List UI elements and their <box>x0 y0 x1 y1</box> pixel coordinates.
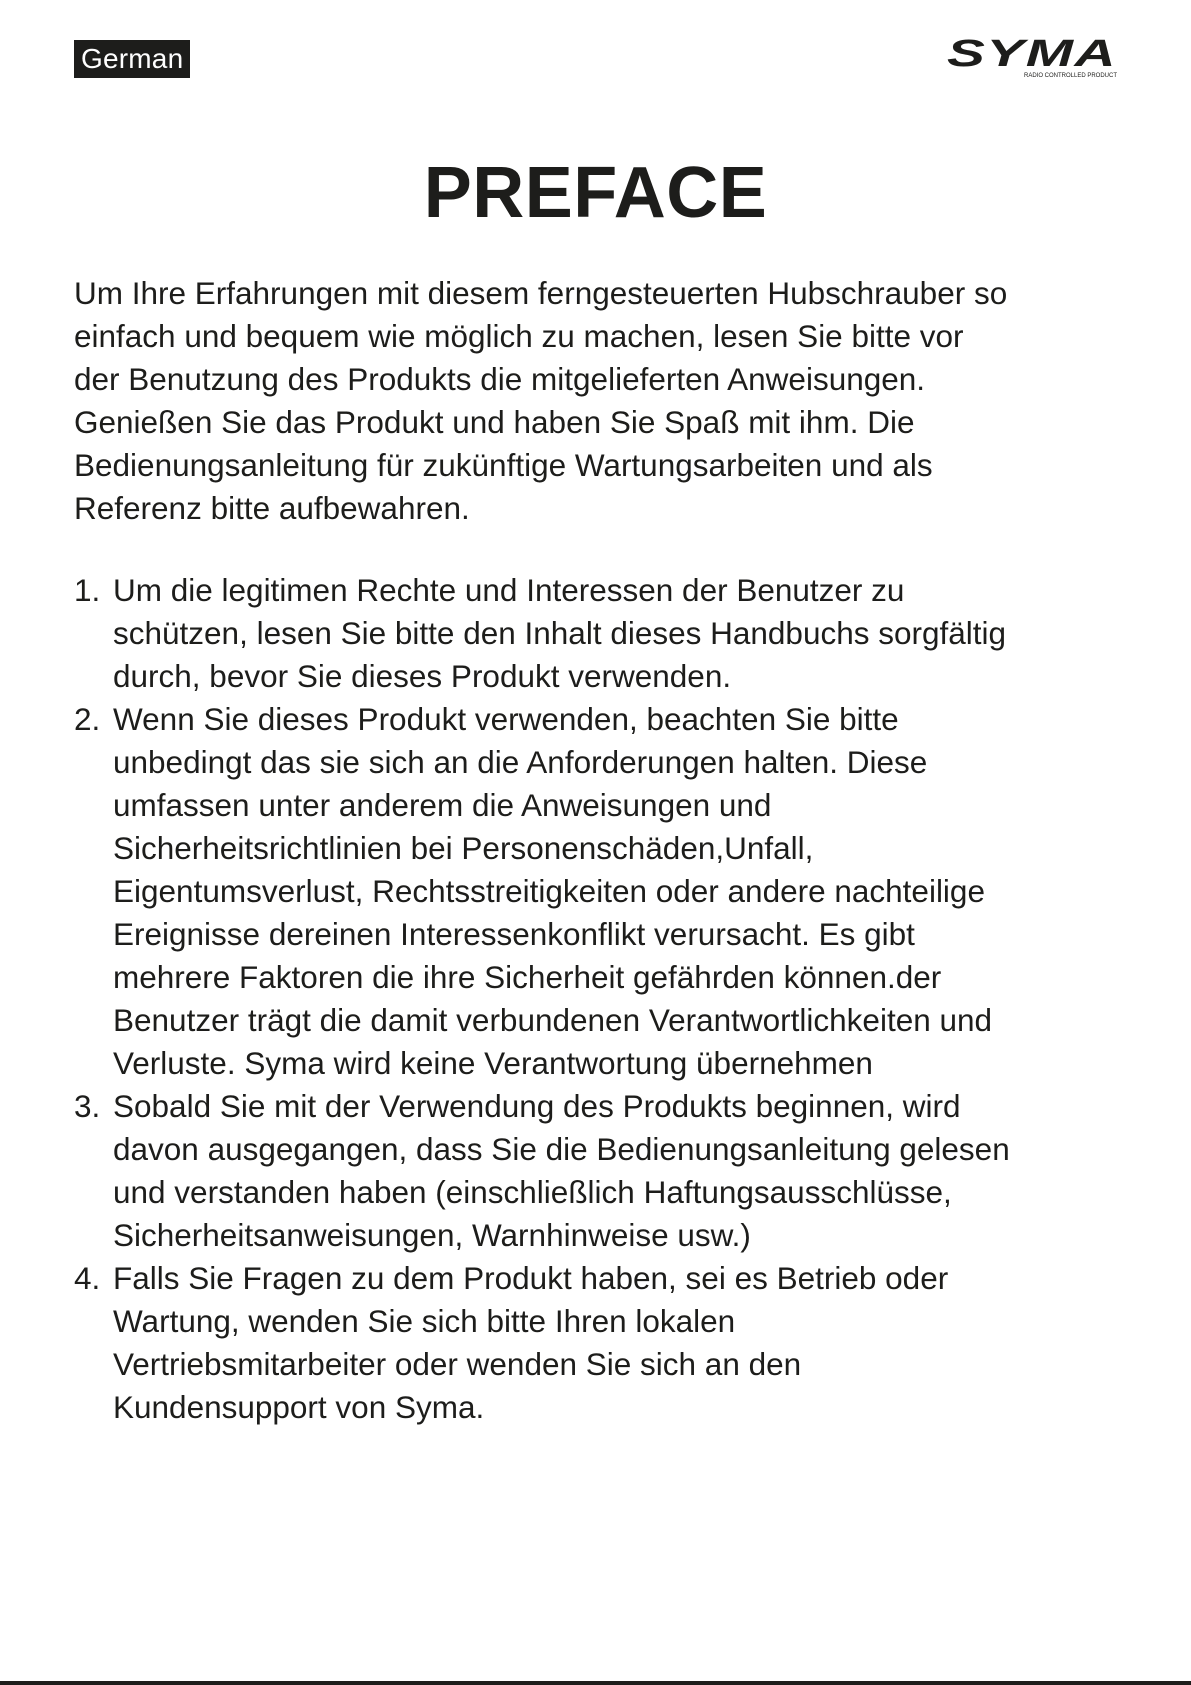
language-label: German <box>74 40 190 78</box>
item-line: durch, bevor Sie dieses Produkt verwenden. <box>113 658 732 694</box>
item-line: unbedingt das sie sich an die Anforderungen halten. Diese <box>113 744 928 780</box>
item-line: Benutzer trägt die damit verbundenen Verantwortlichkeiten und <box>113 1002 993 1038</box>
list-item <box>74 1257 1134 1429</box>
brand-tagline: RADIO CONTROLLED PRODUCT <box>1023 73 1117 79</box>
instructions-list <box>74 569 1134 1429</box>
item-number: 1. <box>74 572 101 608</box>
list-item <box>74 1085 1134 1257</box>
intro-line: einfach und bequem wie möglich zu machen, lesen Sie bitte vor <box>74 318 964 354</box>
bottom-rule <box>0 1681 1191 1685</box>
item-line: davon ausgegangen, dass Sie die Bedienungsanleitung gelesen <box>113 1131 1010 1167</box>
item-line: Falls Sie Fragen zu dem Produkt haben, sei es Betrieb oder <box>113 1260 949 1296</box>
list-item <box>74 698 1134 1085</box>
list-item <box>74 569 1134 698</box>
item-line: Sobald Sie mit der Verwendung des Produkts beginnen, wird <box>113 1088 961 1124</box>
item-line: Verluste. Syma wird keine Verantwortung übernehmen <box>113 1045 873 1081</box>
item-line: Sicherheitsrichtlinien bei Personenschäden,Unfall, <box>113 830 814 866</box>
syma-logo <box>946 38 1118 80</box>
item-number: 4. <box>74 1260 101 1296</box>
intro-line: der Benutzung des Produkts die mitgelieferten Anweisungen. <box>74 361 926 397</box>
item-line: Kundensupport von Syma. <box>113 1389 485 1425</box>
item-number: 3. <box>74 1088 101 1124</box>
item-line: Wenn Sie dieses Produkt verwenden, beachten Sie bitte <box>113 701 899 737</box>
item-line: Sicherheitsanweisungen, Warnhinweise usw.) <box>113 1217 751 1253</box>
item-line: schützen, lesen Sie bitte den Inhalt dieses Handbuchs sorgfältig <box>113 615 1007 651</box>
item-line: umfassen unter anderem die Anweisungen und <box>113 787 772 823</box>
intro-line: Genießen Sie das Produkt und haben Sie Spaß mit ihm. Die <box>74 404 915 440</box>
item-line: Eigentumsverlust, Rechtsstreitigkeiten oder andere nachteilige <box>113 873 985 909</box>
intro-line: Bedienungsanleitung für zukünftige Wartungsarbeiten und als <box>74 447 933 483</box>
item-line: mehrere Faktoren die ihre Sicherheit gefährden können.der <box>113 959 942 995</box>
item-number: 2. <box>74 701 101 737</box>
brand-name: SYMA <box>947 38 1117 75</box>
item-line: Wartung, wenden Sie sich bitte Ihren lokalen <box>113 1303 736 1339</box>
intro-line: Referenz bitte aufbewahren. <box>74 490 470 526</box>
item-line: Vertriebsmitarbeiter oder wenden Sie sich an den <box>113 1346 802 1382</box>
page-title: PREFACE <box>423 153 768 233</box>
item-line: Um die legitimen Rechte und Interessen der Benutzer zu <box>113 572 905 608</box>
intro-line: Um Ihre Erfahrungen mit diesem ferngesteuerten Hubschrauber so <box>74 275 1008 311</box>
item-line: Ereignisse dereinen Interessenkonflikt verursacht. Es gibt <box>113 916 915 952</box>
intro-paragraph <box>74 272 1124 530</box>
item-line: und verstanden haben (einschließlich Haftungsausschlüsse, <box>113 1174 952 1210</box>
